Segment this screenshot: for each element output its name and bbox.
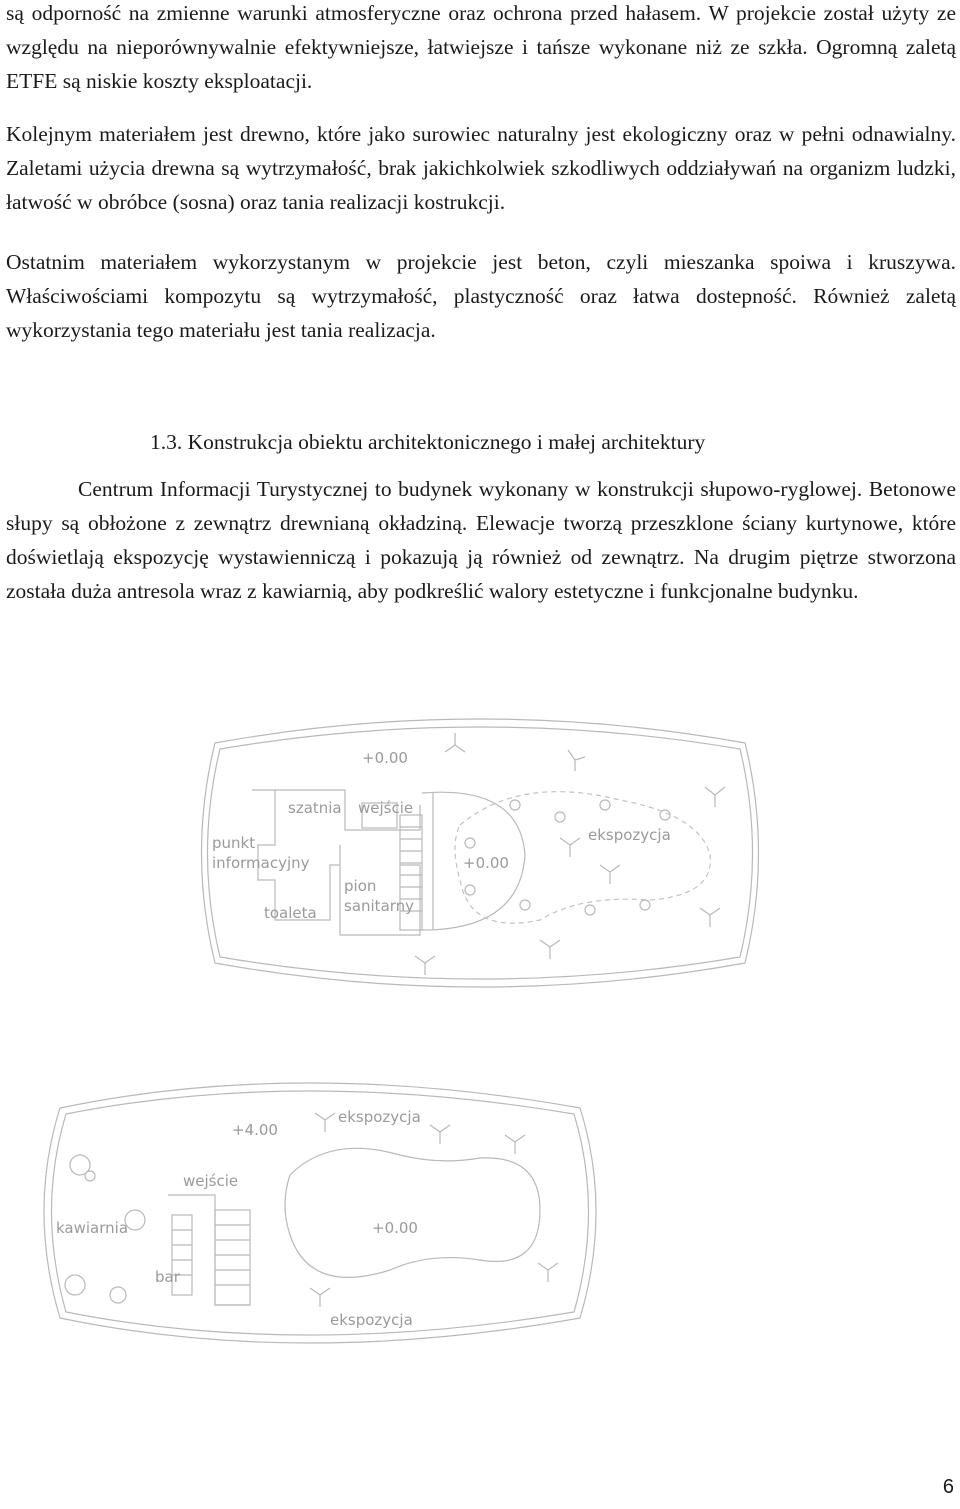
ekspozycja-label: ekspozycja	[588, 826, 671, 844]
szatnia-label: szatnia	[288, 799, 342, 817]
page-number: 6	[942, 1476, 954, 1498]
void-opening	[285, 1148, 540, 1277]
paragraph-etfe: są odporność na zmienne warunki atmosferyczne oraz ochrona przed hałasem. W projekcie został użyty ze względu na nieporównywalnie efektywniejsze, łatwiejsze i tańsze wykonane niż ze szkła. Ogromną zaletą ETFE są niskie koszty eksploatacji.	[6, 1, 956, 93]
bar-label: bar	[155, 1268, 180, 1286]
punkt-label-1: punkt	[212, 834, 256, 852]
upper-level-label: +4.00	[232, 1121, 278, 1139]
wejscie-label: wejście	[358, 799, 414, 817]
ground-level-top: +0.00	[362, 749, 408, 767]
paragraph-construction	[6, 472, 956, 608]
ekspozycja-bottom-label: ekspozycja	[330, 1311, 413, 1329]
punkt-label-2: informacyjny	[212, 854, 310, 872]
ekspozycja-top-label: ekspozycja	[338, 1108, 421, 1126]
upper-floor-plan	[0, 1070, 960, 1350]
paragraph-concrete: Ostatnim materiałem wykorzystanym w projekcie jest beton, czyli mieszanka spoiwa i kruszywa. Właściwościami kompozytu są wytrzymałość, plastyczność oraz łatwa dostepność. Również zaletą wykorzystania tego materiału jest tania realizacja.	[6, 250, 956, 342]
ground-floor-plan	[0, 705, 960, 1005]
kawiarnia-label: kawiarnia	[56, 1219, 129, 1237]
upper-wejscie-label: wejście	[183, 1172, 239, 1190]
paragraph-construction-text: Centrum Informacji Turystycznej to budynek wykonany w konstrukcji słupowo-ryglowej. Betonowe słupy są obłożone z zewnątrz drewnianą okładziną. Elewacje tworzą przeszklone ściany kurtynowe, które doświetlają ekspozycję wystawienniczą i pokazują ją również od zewnątrz. Na drugim piętrze stworzona została duża antresola wraz z kawiarnią, aby podkreślić walory estetyczne i funkcjonalne budynku.	[6, 477, 956, 603]
pion-label-2: sanitarny	[344, 897, 415, 915]
pion-label-1: pion	[344, 877, 377, 895]
tree-symbols	[415, 733, 725, 975]
building-outline	[202, 719, 759, 987]
paragraph-wood: Kolejnym materiałem jest drewno, które jako surowiec naturalny jest ekologiczny oraz w pełni odnawialny. Zaletami użycia drewna są wytrzymałość, brak jakichkolwiek szkodliwych oddziaływań na organizm ludzki, łatwość w obróbce (sosna) oraz tania realizacji kostrukcji.	[6, 122, 956, 214]
section-heading: 1.3. Konstrukcja obiektu architektonicznego i małej architektury	[150, 430, 706, 454]
toaleta-label: toaleta	[264, 904, 317, 922]
stair-core	[168, 1195, 250, 1305]
void-level-label: +0.00	[372, 1219, 418, 1237]
ground-level-mid: +0.00	[463, 854, 509, 872]
